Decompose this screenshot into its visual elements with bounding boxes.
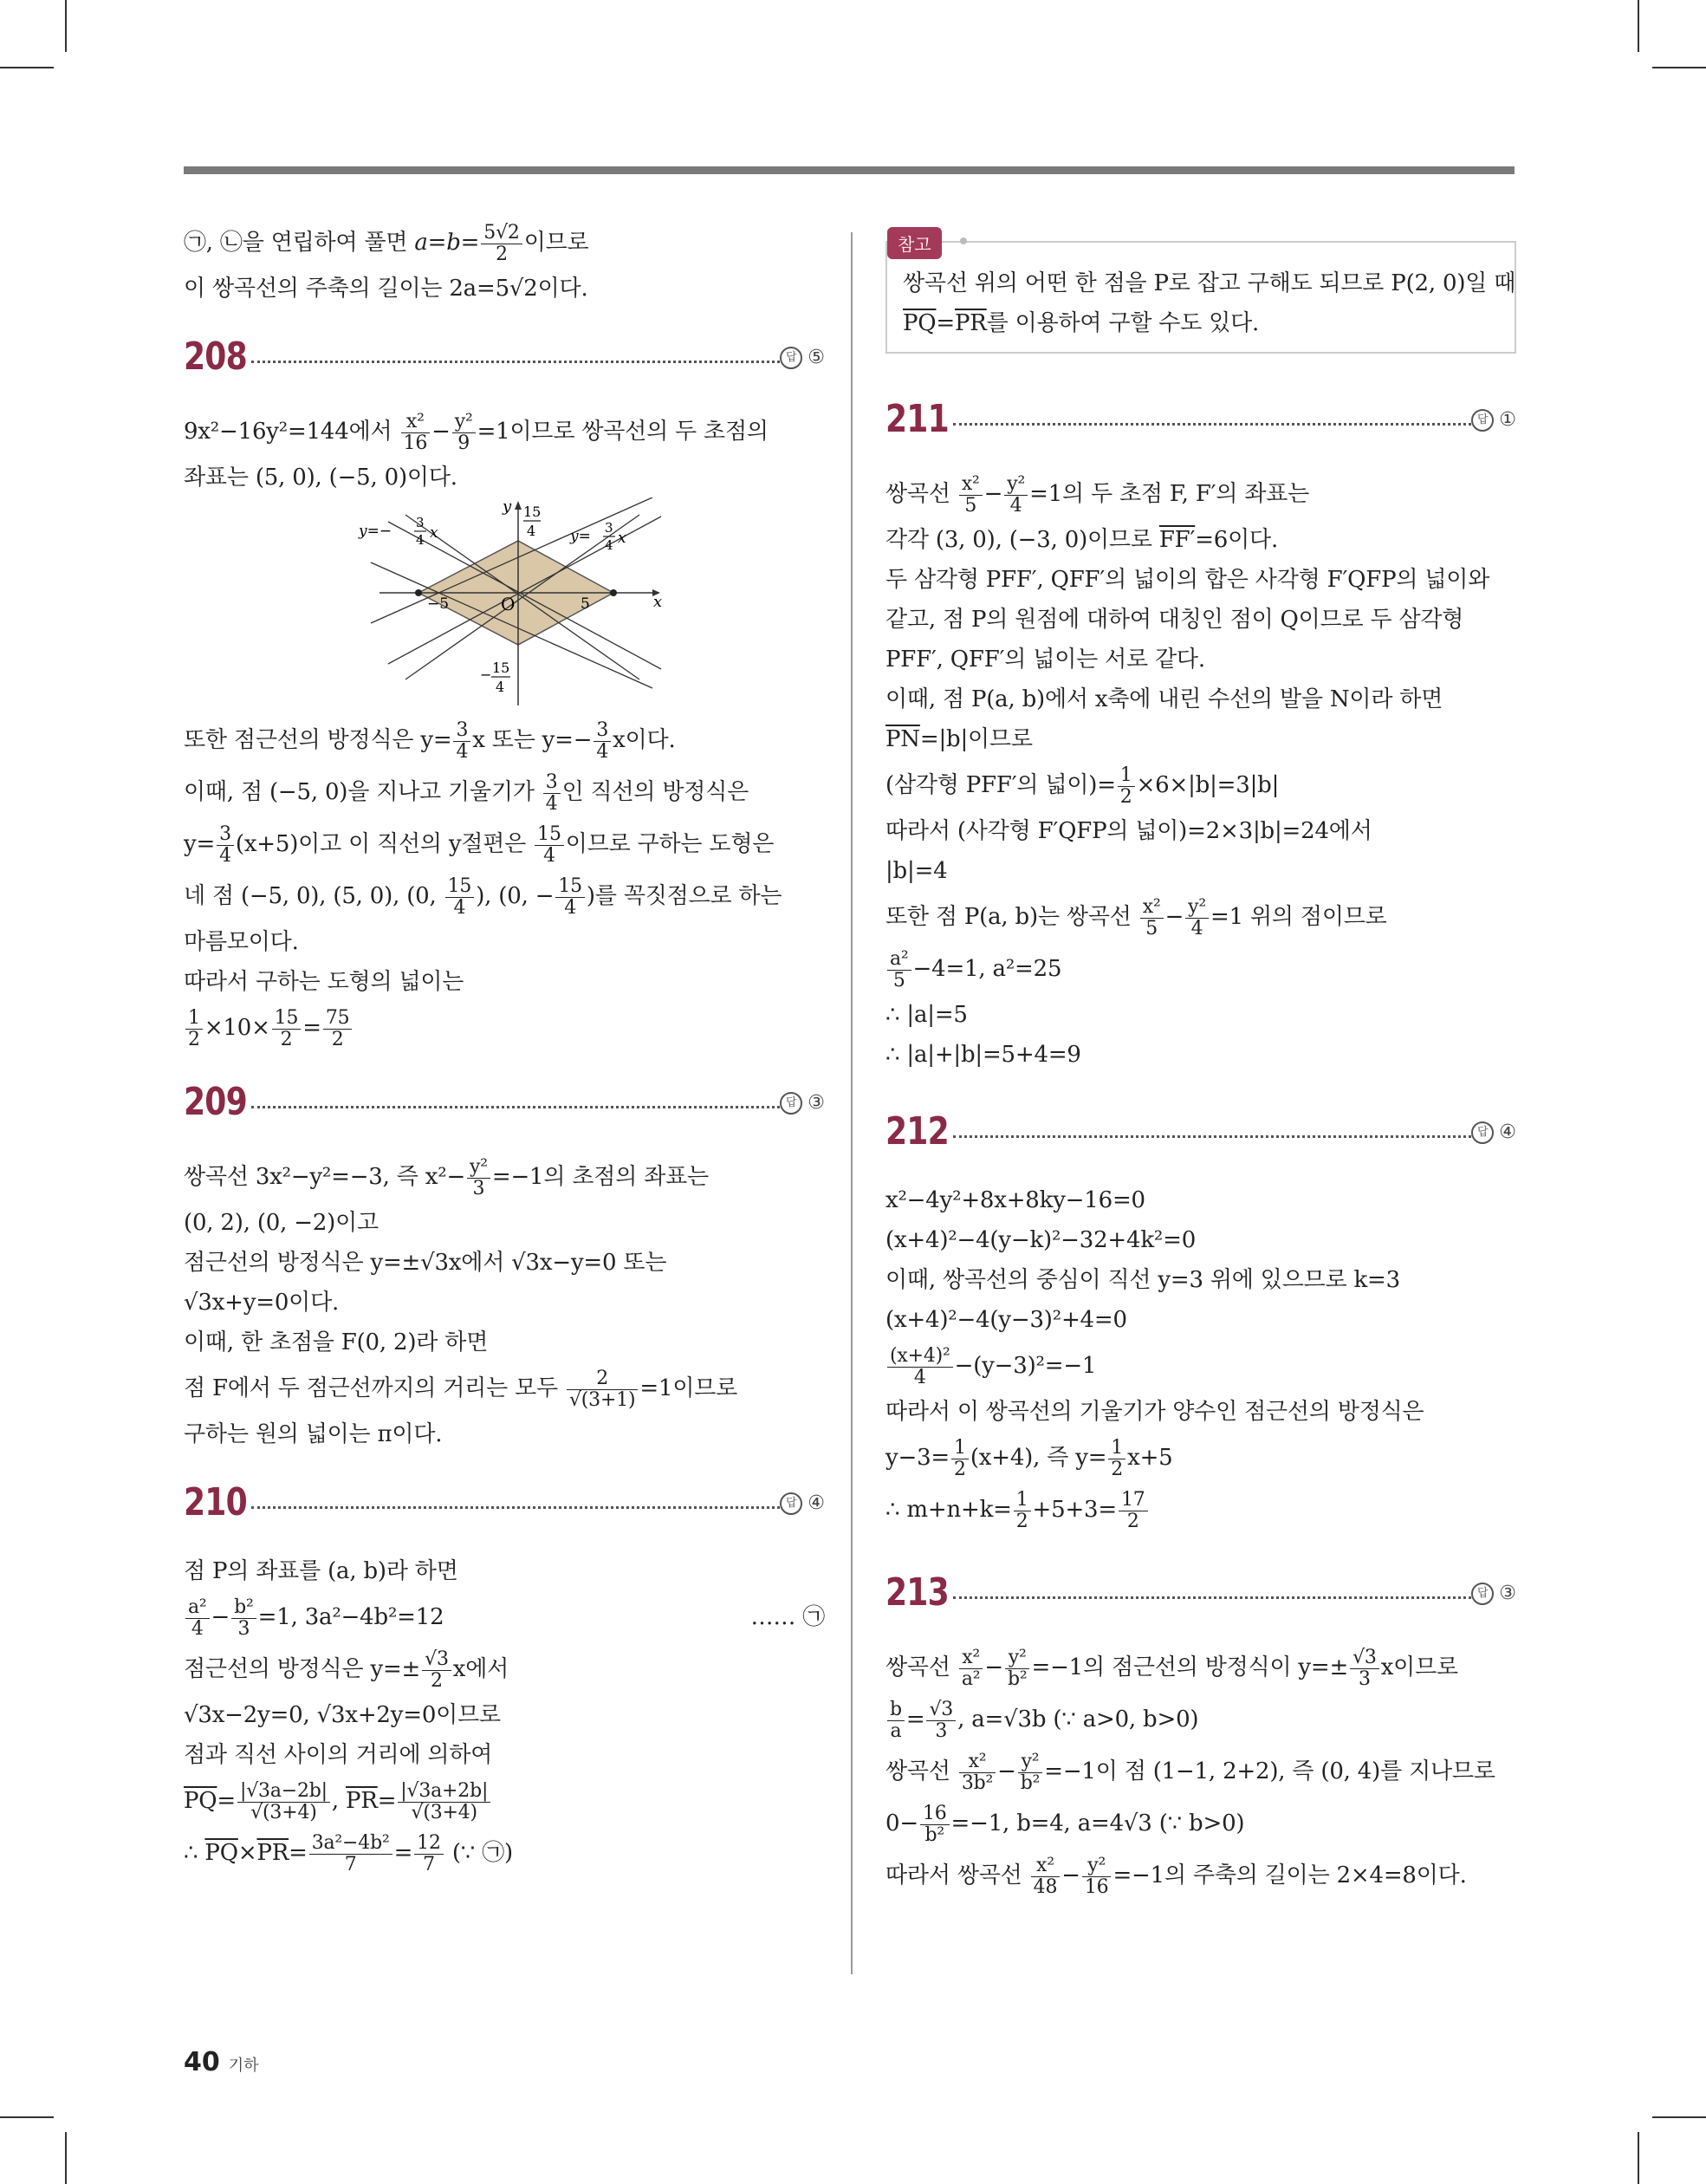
origin-label: O (501, 594, 516, 614)
page-number: 40 (184, 2047, 220, 2077)
carryover-text: ㉠, ㉡을 연립하여 풀면 a=b= $\frac{5√2}{2}$ 이므로 이 쌍곡선의 주축의 길이는 2a=5√2이다. (184, 221, 589, 302)
svg-text:x: x (430, 524, 438, 542)
reference-note: 참고 쌍곡선 위의 어떤 한 점을 P로 잡고 구해도 되므로 P(2, 0)일 때 $\overline{PQ}=\overline{PR}$를 이용하여 구할 수도 있다. (885, 241, 1516, 354)
answer-badge: 답 ① (1471, 409, 1516, 432)
subject-label: 기하 (228, 2057, 259, 2075)
bottom-vertex-sign: − (480, 666, 492, 683)
crop-mark (1652, 67, 1706, 68)
svg-text:3: 3 (605, 520, 613, 536)
crop-mark (0, 67, 54, 68)
focus-right-dot (610, 589, 617, 596)
leader-dots (251, 361, 780, 363)
problem-number: 208 (184, 335, 247, 379)
section-header-209 (184, 1080, 825, 1135)
asymptote-left-label: y=− (359, 523, 392, 540)
hyperbola-rhombus-graph (354, 497, 674, 714)
right-column (885, 217, 1516, 1901)
left-column (184, 217, 825, 1879)
equation-tag: …… ㉠ (750, 1604, 825, 1630)
problem-number: 213 (885, 1570, 949, 1615)
leader-dots (251, 1506, 780, 1509)
asymptote-right-label: y= (570, 528, 591, 545)
problem-number: 210 (184, 1480, 247, 1524)
leader-dots (953, 1135, 1471, 1138)
problem-number: 211 (885, 397, 949, 441)
x-axis-label: x (653, 593, 663, 611)
answer-badge: 답 ④ (1471, 1121, 1516, 1144)
y-axis-label: y (503, 497, 512, 516)
solution-213: 쌍곡선 $\frac{\text{x²}}{\text{a²}}$ − $\frac{\text{y²}}{\text{b²}}$ =−1의 점근선의 방정식이 y=± $\frac{√3}{3}$ x이므로 $\frac{b}{a}$ = $\frac{√3}{3}$ , a=√3b (∵ a>0, b>0) 쌍곡선 $\frac{\text{x²}}{\text{3b²}}$ − $\frac{\text{y²}}{\text{b²}}$ =−1이 점 (1−1, 2+2), 즉 (0, 4)를 지나므로 0− $\frac{16}{\text{b²}}$ =−1, b=4, a=4√3 (∵ b>0) 따라서 쌍곡선 $\frac{\text{x²}}{48}$ − $\frac{\text{y²}}{16}$ =−1의 주축의 길이는 2×4=8이다. (885, 1646, 1495, 1898)
problem-number: 209 (184, 1080, 247, 1124)
answer-badge: 답 ③ (1471, 1583, 1516, 1605)
section-header-211 (885, 397, 1516, 452)
tick-plus-5: 5 (581, 595, 590, 613)
solution-212: x²−4y²+8x+8ky−16=0 (x+4)²−4(y−k)²−32+4k²=0 이때, 쌍곡선의 중심이 직선 y=3 위에 있으므로 k=3 (x+4)²−4(y−3)²+4=0 $\frac{\text{(x+4)²}}{4}$ −(y−3)²=−1 따라서 이 쌍곡선의 기울기가 양수인 점근선의 방정식은 y−3= $\frac{1}{2}$ (x+4), 즉 y= $\frac{1}{2}$ x+5 ∴ m+n+k= $\frac{1}{2}$ +5+3= $\frac{17}{2}$ (885, 1187, 1424, 1532)
svg-text:3: 3 (416, 515, 425, 530)
section-header-210 (184, 1480, 825, 1536)
page-footer (184, 2047, 259, 2077)
leader-dots (953, 1596, 1471, 1599)
top-rule (184, 166, 1515, 174)
answer-badge: 답 ③ (780, 1092, 825, 1115)
svg-text:4: 4 (416, 532, 425, 548)
answer-icon: 답 (780, 1492, 802, 1515)
answer-icon: 답 (780, 347, 802, 369)
answer-icon: 답 (1471, 1583, 1494, 1605)
crop-mark (65, 0, 67, 52)
leader-dots (953, 423, 1471, 426)
leader-dots (251, 1106, 780, 1108)
note-dot-icon (960, 237, 967, 244)
svg-text:x: x (618, 530, 626, 547)
solution-208: 9x²−16y²=144에서 $\frac{\text{x²}}{16}$ − $\frac{\text{y²}}{9}$ =1이므로 쌍곡선의 두 초점의 좌표는 (5, 0), (−5, 0)이다. x y O −5 5 15 4 − 15 4 y=− 3 4 x y= 3 4 x 또한 점근선의 방정식은 y= $\frac{3}{4}$ x 또는 y=− $\frac{3}{4}$ x이다. 이때, 점 (−5, 0)을 지나고 기울기가 $\frac{3}{4}$ 인 직선의 방정식은 y= $\frac{3}{4}$ (x+5)이고 이 직선의 y절편은 $\frac{15}{4}$ 이므로 구하는 도형은 네 점 (−5, 0), (5, 0), (0, $\frac{15}{4}$ ), (0, − $\frac{15}{4}$ )를 꼭짓점으로 하는 마름모이다. 따라서 구하는 도형의 넓이는 $\frac{1}{2}$ ×10× $\frac{15}{2}$ = $\frac{75}{2}$ (184, 410, 782, 1050)
solution-211: 쌍곡선 $\frac{\text{x²}}{5}$ − $\frac{\text{y²}}{4}$ =1의 두 초점 F, F′의 좌표는 각각 (3, 0), (−3, 0)이므로 FF′=6이다. 두 삼각형 PFF′, QFF′의 넓이의 합은 사각형 F′QFP의 넓이와 같고, 점 P의 원점에 대하여 대칭인 점이 Q이므로 두 삼각형 PFF′, QFF′의 넓이는 서로 같다. 이때, 점 P(a, b)에서 x축에 내린 수선의 발을 N이라 하면 $\overline{PN}=|b|$이므로 (삼각형 PFF′의 넓이)= $\frac{1}{2}$ ×6×|b|=3|b| 따라서 (사각형 F′QFP의 넓이)=2×3|b|=24에서 |b|=4 또한 점 P(a, b)는 쌍곡선 $\frac{\text{x²}}{5}$ − $\frac{\text{y²}}{4}$ =1 위의 점이므로 $\frac{\text{a²}}{5}$ −4=1, a²=25 ∴ |a|=5 ∴ |a|+|b|=5+4=9 (885, 472, 1490, 1068)
bottom-vertex-den: 4 (496, 679, 505, 695)
column-divider (851, 232, 853, 1974)
crop-mark (65, 2132, 67, 2184)
note-label: 참고 (887, 227, 942, 259)
answer-icon: 답 (780, 1092, 802, 1115)
bottom-vertex-num: 15 (492, 660, 510, 676)
answer-icon: 답 (1471, 1121, 1494, 1144)
answer-badge: 답 ⑤ (780, 347, 825, 369)
svg-text:4: 4 (605, 537, 613, 553)
answer-icon: 답 (1471, 409, 1494, 432)
crop-mark (1638, 2132, 1639, 2184)
answer-badge: 답 ④ (780, 1492, 825, 1515)
top-vertex-num: 15 (523, 504, 542, 520)
section-header-208 (184, 335, 825, 390)
solution-209: 쌍곡선 3x²−y²=−3, 즉 x²− $\frac{\text{y²}}{3}$ =−1의 초점의 좌표는 (0, 2), (0, −2)이고 점근선의 방정식은 y=±√3x에서 √3x−y=0 또는 √3x+y=0이다. 이때, 한 초점을 F(0, 2)라 하면 점 F에서 두 점근선까지의 거리는 모두 $\frac{2}{√(3+1)}$ =1이므로 구하는 원의 넓이는 π이다. (184, 1155, 738, 1447)
crop-mark (0, 2116, 54, 2118)
section-header-213 (885, 1570, 1516, 1626)
focus-left-dot (415, 589, 422, 596)
y-axis-arrow (515, 501, 522, 510)
problem-number: 212 (885, 1109, 949, 1154)
tick-minus-5: −5 (427, 595, 450, 613)
section-header-212 (885, 1109, 1516, 1165)
crop-mark (1652, 2116, 1706, 2118)
crop-mark (1638, 0, 1639, 52)
top-vertex-den: 4 (527, 523, 536, 539)
solution-210: 점 P의 좌표를 (a, b)라 하면 $\frac{\text{a²}}{4}$ − $\frac{\text{b²}}{3}$ =1, 3a²−4b²=12 …… ㉠ 점근선의 방정식은 y=± $\frac{√3}{2}$ x에서 √3x−2y=0, √3x+2y=0이므로 점과 직선 사이의 거리에 의하여 $\overline{PQ}=$ $\frac{|√3a-2b|}{√(3+4)}$ , $\overline{PR}=$ $\frac{|√3a+2b|}{√(3+4)}$ ∴ $\overline{PQ}\times\overline{PR}=$ $\frac{\text{3a²−4b²}}{7}$ = $\frac{12}{7}$ (∵ ㉠) (184, 1558, 825, 1875)
